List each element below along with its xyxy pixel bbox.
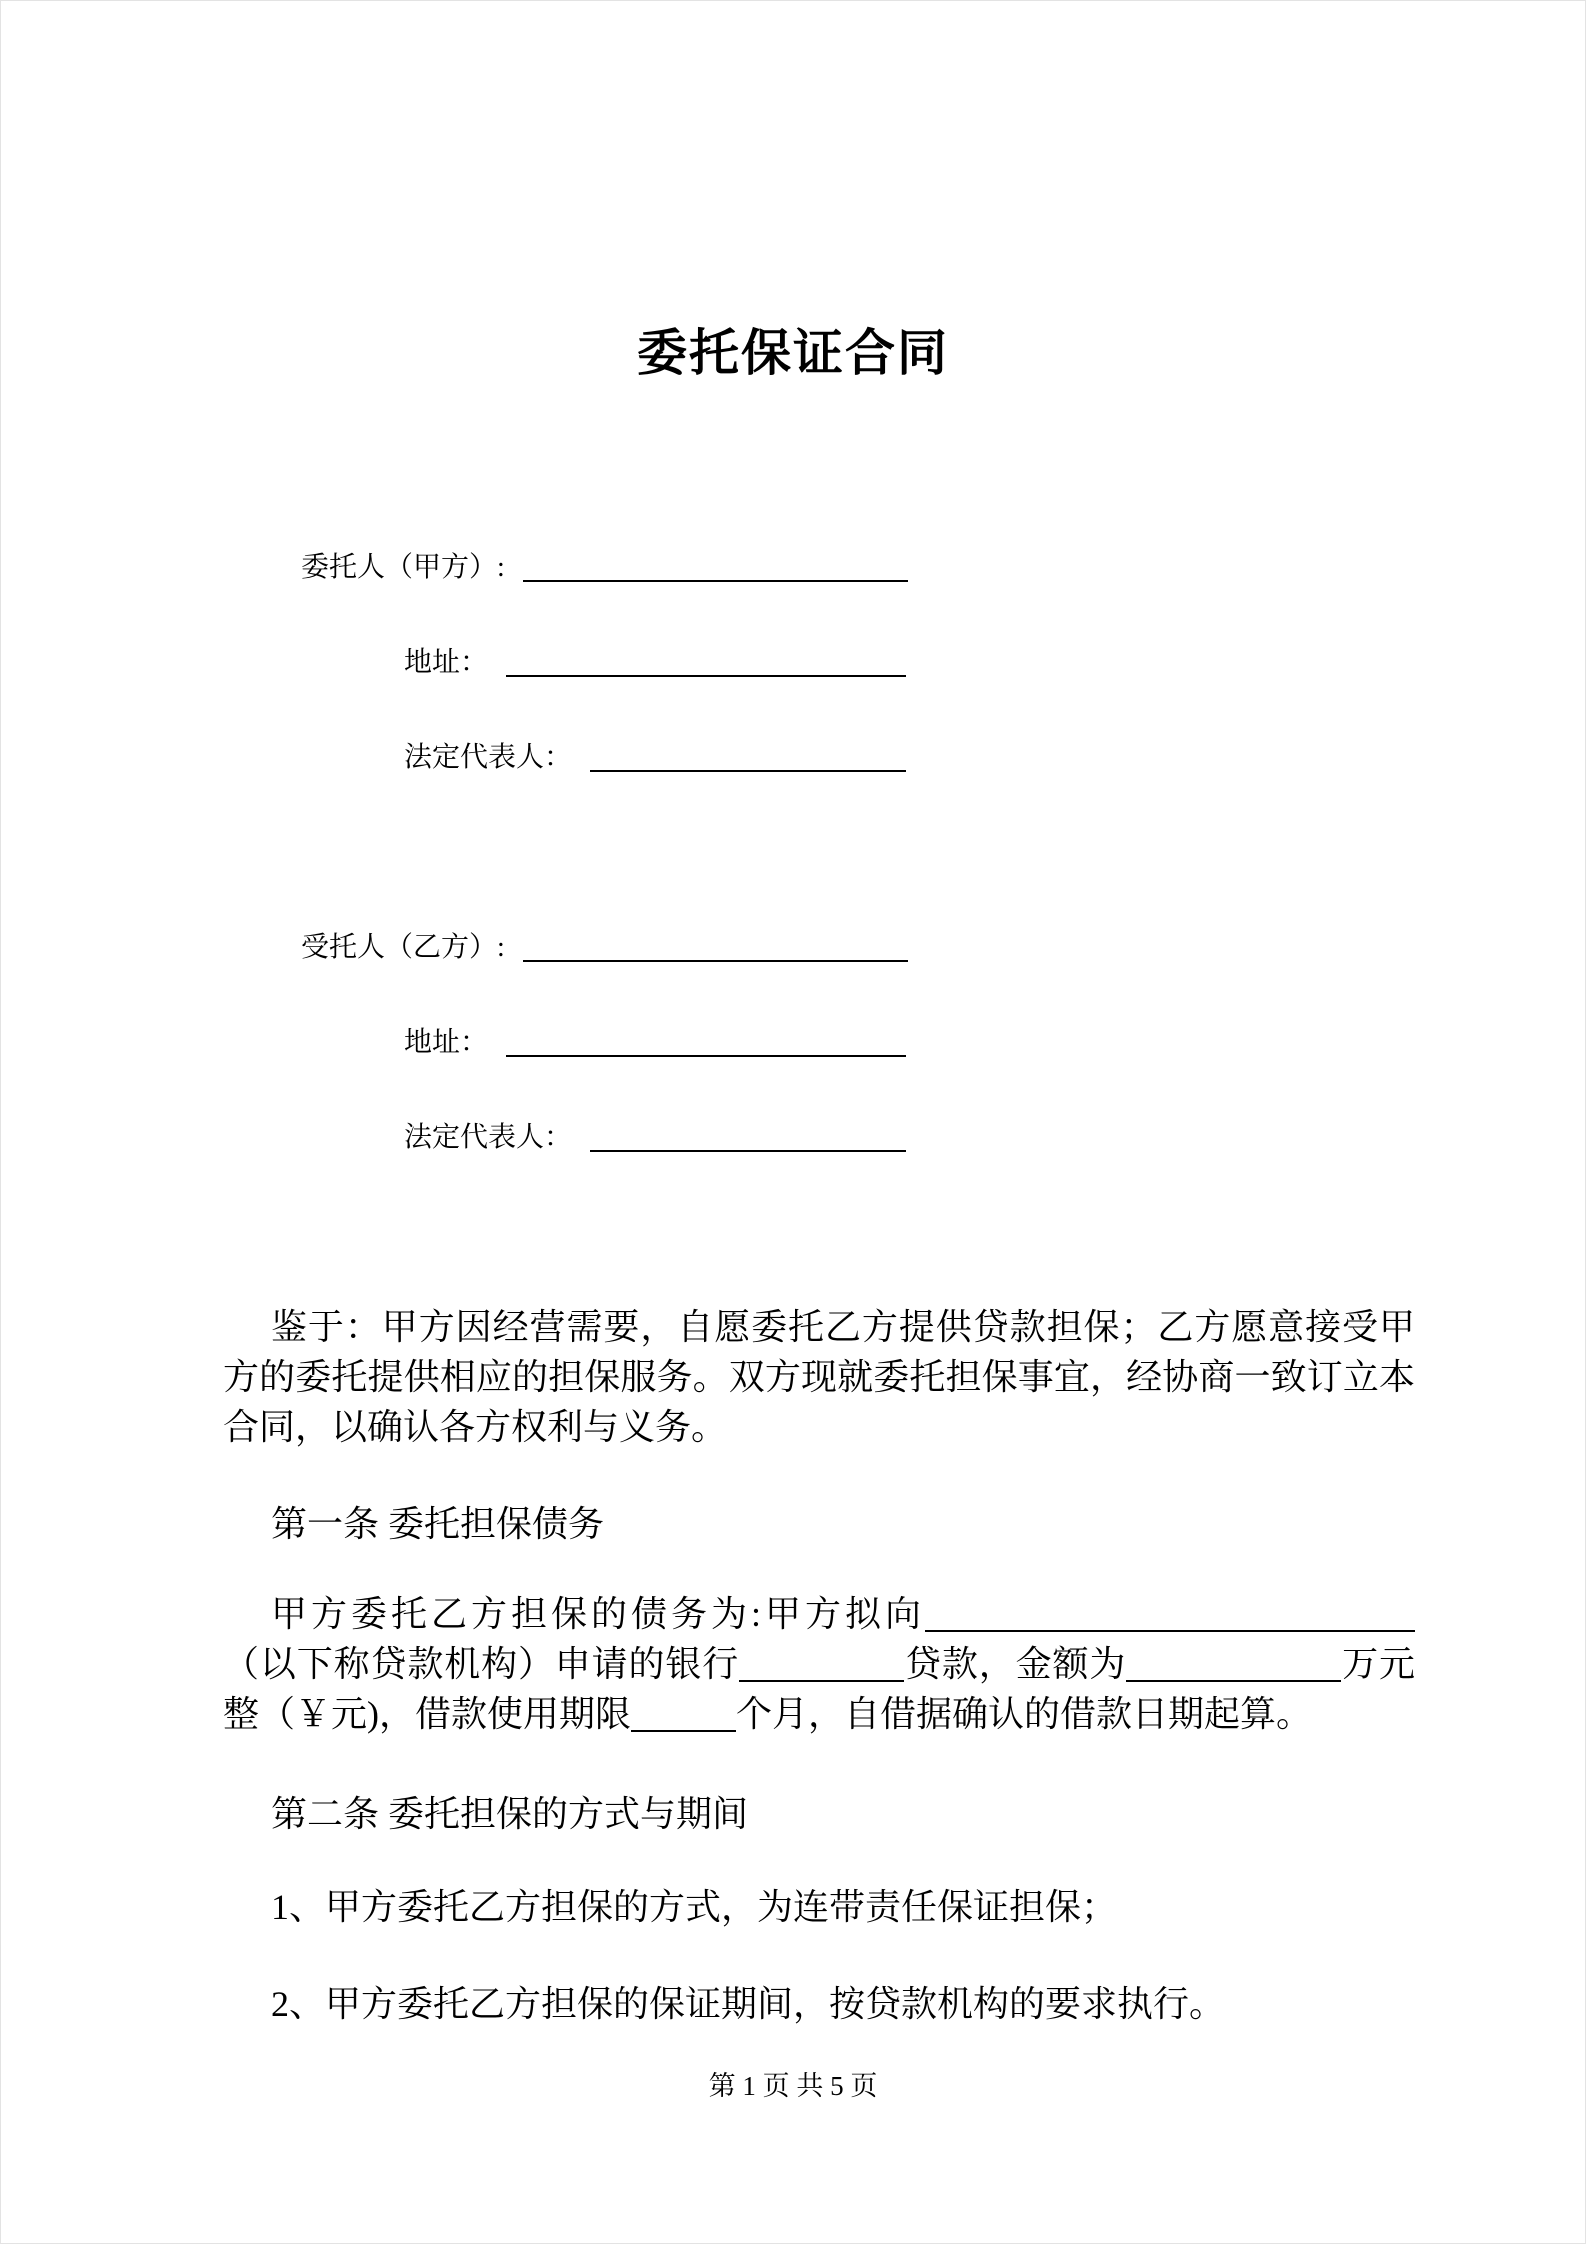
article-1-segment-1: 甲方委托乙方担保的债务为:甲方拟向 [271,1594,925,1634]
party-a-address-blank-line [506,649,906,677]
article-1-paragraph [223,1589,1415,1739]
party-b-legal-rep-blank-line [590,1124,906,1152]
article-1-segment-4: 万元整（￥元)，借款使用期限 [223,1644,1415,1734]
party-a-name-row [301,552,1415,584]
party-a-address-row [404,647,1415,679]
party-a-name-blank-line [523,554,908,582]
party-a-name-label: 委托人（甲方）: [301,552,505,583]
loan-amount-blank-line [1126,1650,1341,1682]
party-b-legal-rep-row [404,1122,1415,1154]
loan-term-blank-line [631,1700,736,1732]
party-a-address-label: 地址： [404,647,489,678]
party-b-legal-rep-label: 法定代表人： [404,1122,573,1153]
article-1-segment-2: （以下称贷款机构）申请的银行 [223,1644,740,1684]
loan-type-blank-line [739,1650,904,1682]
party-b-address-label: 地址： [404,1027,489,1058]
party-b-address-blank-line [506,1029,906,1057]
party-b-name-blank-line [523,934,908,962]
lender-name-blank-line [925,1600,1415,1632]
page-number-footer: 第 1 页 共 5 页 [708,2071,878,2101]
article-2-item-1: 1、甲方委托乙方担保的方式，为连带责任保证担保； [271,1887,1118,1927]
article-1-heading: 第一条 委托担保债务 [271,1504,605,1544]
article-1-segment-5: 个月，自借据确认的借款日期起算。 [736,1694,1313,1734]
party-a-legal-rep-label: 法定代表人： [404,742,573,773]
party-a-block [223,552,1415,774]
party-b-address-row [404,1027,1415,1059]
preamble-paragraph: 鉴于：甲方因经营需要，自愿委托乙方提供贷款担保；乙方愿意接受甲方的委托提供相应的担保服务。双方现就委托担保事宜，经协商一致订立本合同，以确认各方权利与义务。 [223,1307,1415,1447]
party-b-name-label: 受托人（乙方）: [301,932,505,963]
article-1-segment-3: 贷款，金额为 [904,1644,1127,1684]
article-2-heading: 第二条 委托担保的方式与期间 [271,1794,749,1834]
party-a-legal-rep-blank-line [590,744,906,772]
party-b-block [223,932,1415,1154]
party-b-name-row [301,932,1415,964]
article-2-item-2: 2、甲方委托乙方担保的保证期间，按贷款机构的要求执行。 [271,1984,1226,2024]
document-title: 委托保证合同 [637,325,949,381]
party-a-legal-rep-row [404,742,1415,774]
